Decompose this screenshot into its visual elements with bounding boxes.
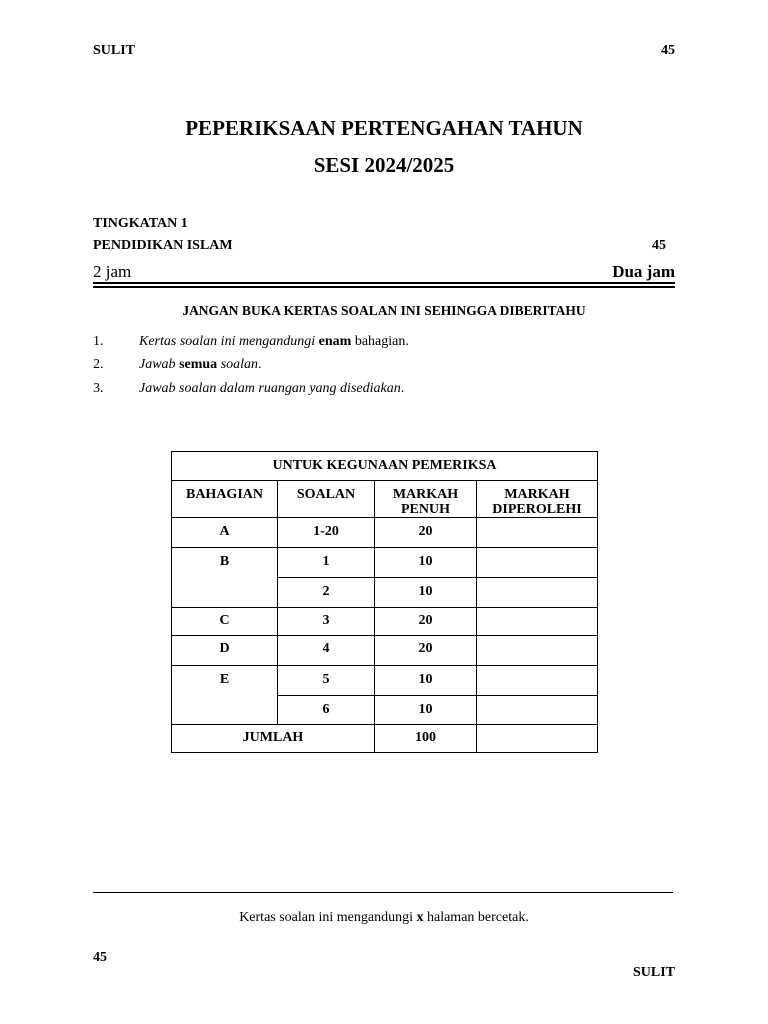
total-label: JUMLAH <box>172 725 375 753</box>
duration-numeric: 2 jam <box>93 262 132 281</box>
cell-markah-penuh: 10 <box>375 696 477 725</box>
table-row <box>172 518 598 548</box>
footer-page-code: 45 <box>93 950 107 965</box>
table-header-row <box>172 481 598 518</box>
table-row <box>172 636 598 666</box>
cell-soalan: 6 <box>278 696 375 725</box>
table-total-row <box>172 725 598 753</box>
cell-bahagian: C <box>172 608 278 636</box>
subject-label: PENDIDIKAN ISLAM <box>93 238 233 253</box>
cell-markah-diperolehi[interactable] <box>477 696 598 725</box>
instruction-number: 3. <box>93 381 104 396</box>
cell-markah-penuh: 10 <box>375 548 477 578</box>
cell-markah-penuh: 20 <box>375 636 477 666</box>
total-obtained[interactable] <box>477 725 598 753</box>
cell-markah-penuh: 10 <box>375 666 477 696</box>
header-bahagian: BAHAGIAN <box>172 481 278 518</box>
total-value: 100 <box>375 725 477 753</box>
table-row <box>172 666 598 696</box>
page-count-note: Kertas soalan ini mengandungi x halaman bercetak. <box>239 910 529 925</box>
instruction-number: 2. <box>93 357 104 372</box>
instruction-text: Jawab semua soalan. <box>139 357 262 372</box>
cell-markah-diperolehi[interactable] <box>477 666 598 696</box>
header-soalan: SOALAN <box>278 481 375 518</box>
cell-markah-penuh: 10 <box>375 578 477 608</box>
exam-title: PEPERIKSAAN PERTENGAHAN TAHUN <box>185 116 583 140</box>
grade-label: TINGKATAN 1 <box>93 216 188 231</box>
table-title-row <box>172 452 598 481</box>
cell-soalan: 2 <box>278 578 375 608</box>
cell-bahagian: E <box>172 666 278 725</box>
cell-markah-diperolehi[interactable] <box>477 636 598 666</box>
double-rule-top <box>93 282 675 284</box>
examiner-table <box>171 451 598 753</box>
cell-markah-diperolehi[interactable] <box>477 548 598 578</box>
instruction-item <box>0 357 768 377</box>
warning-notice: JANGAN BUKA KERTAS SOALAN INI SEHINGGA DIBERITAHU <box>182 303 586 318</box>
cell-soalan: 1 <box>278 548 375 578</box>
instruction-number: 1. <box>93 334 104 349</box>
cell-soalan: 3 <box>278 608 375 636</box>
subject-code: 45 <box>652 238 666 253</box>
header-sulit: SULIT <box>93 43 136 58</box>
instruction-item <box>0 334 768 354</box>
cell-markah-penuh: 20 <box>375 518 477 548</box>
header-markah-penuh: MARKAH PENUH <box>375 481 477 518</box>
header-markah-diperolehi: MARKAH DIPEROLEHI <box>477 481 598 518</box>
cell-soalan: 1-20 <box>278 518 375 548</box>
footer-rule <box>93 892 673 893</box>
cell-soalan: 5 <box>278 666 375 696</box>
instruction-text: Kertas soalan ini mengandungi enam bahagian. <box>139 334 409 349</box>
table-row <box>172 608 598 636</box>
table-title: UNTUK KEGUNAAN PEMERIKSA <box>172 452 598 481</box>
cell-bahagian: B <box>172 548 278 608</box>
cell-markah-diperolehi[interactable] <box>477 608 598 636</box>
exam-session: SESI 2024/2025 <box>313 153 455 177</box>
header-page-code: 45 <box>661 43 675 58</box>
cell-soalan: 4 <box>278 636 375 666</box>
duration-words: Dua jam <box>612 262 675 281</box>
cell-bahagian: A <box>172 518 278 548</box>
cell-markah-diperolehi[interactable] <box>477 578 598 608</box>
double-rule-bottom <box>93 286 675 288</box>
instruction-text: Jawab soalan dalam ruangan yang disediakan. <box>139 381 405 396</box>
table-row <box>172 548 598 578</box>
footer-sulit: SULIT <box>632 965 675 980</box>
cell-markah-diperolehi[interactable] <box>477 518 598 548</box>
cell-bahagian: D <box>172 636 278 666</box>
cell-markah-penuh: 20 <box>375 608 477 636</box>
instruction-item <box>0 381 768 401</box>
